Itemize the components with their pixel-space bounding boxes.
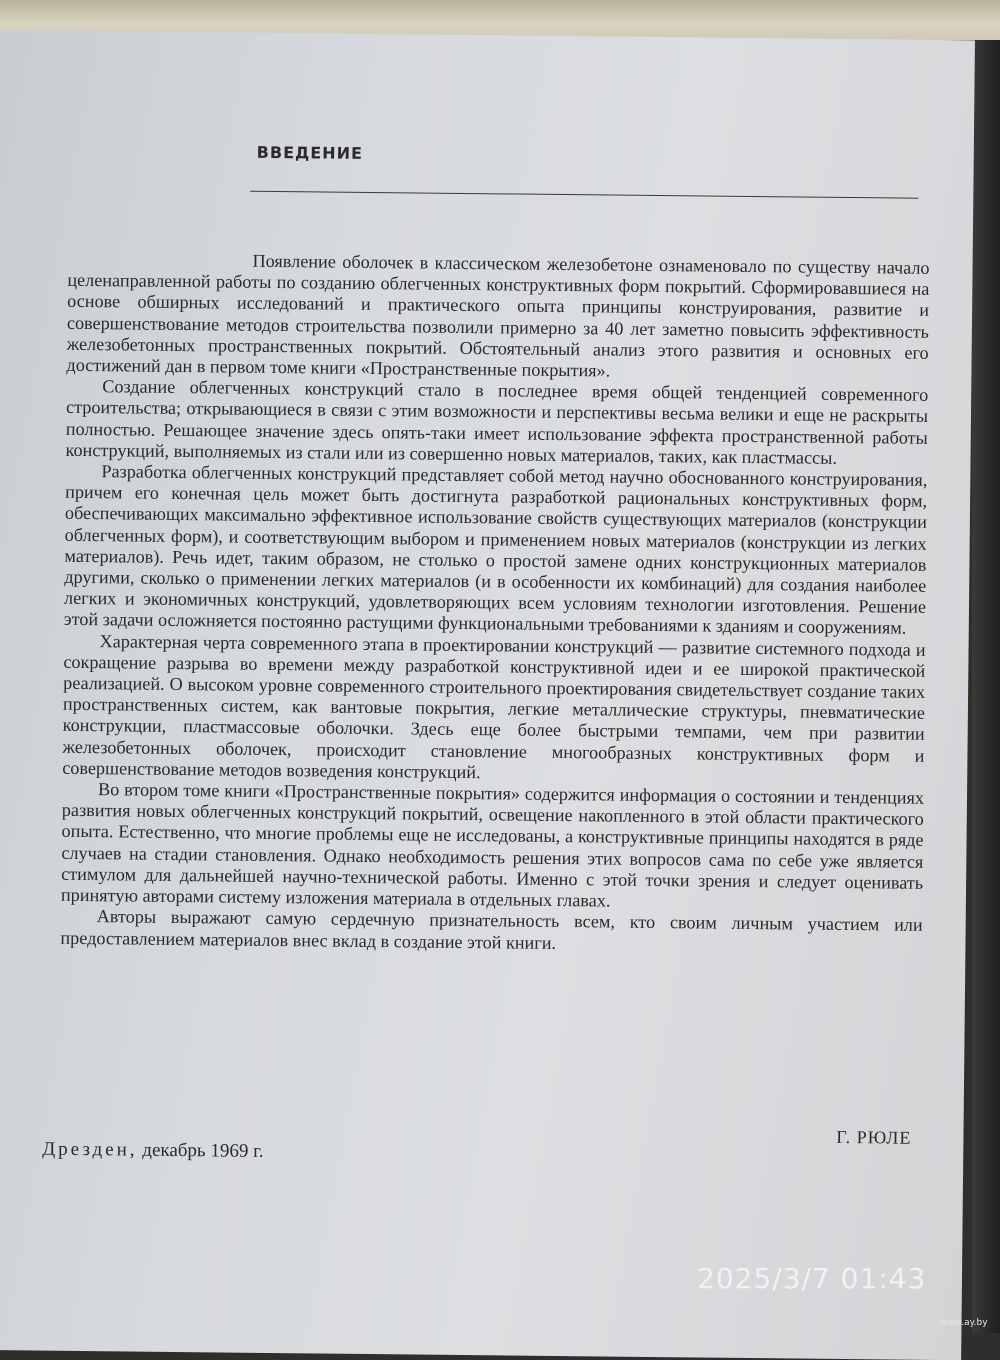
paragraph-1: Появление оболочек в классическом железобетоне ознаменовало по существу начало целенаправленной работы по созданию облегченных конструктивных форм покрытий. Сформировавшиеся на основе обширных исследований и практического опыта принципы конструирования, развитие и совершенствование методов строительства позволили примерно за 40 лет заметно повысить эффективность железобетонных пространственных покрытий. Обстоятельный анализ этого развития и основных его достижений дан в первом томе книги «Пространственные покрытия». [66,250,930,381]
paragraph-5: Во втором томе книги «Пространственные покрытия» содержится информация о состоянии и тенденциях развития новых облегченных конструкций покрытий, освещение накопленного в этой области практического опыта. Естественно, что многие проблемы еще не исследованы, а конструктивные принципы находятся в ряде случаев на стадии становления. Однако необходимость решения этих вопросов сама по себе уже является стимулом для дальнейшей научно-технической работы. Именно с этой точки зрения и следует оценивать принятую авторами систему изложения материала в отдельных главах. [60,779,925,911]
body-text [60,249,929,958]
date-place: Дрезден, [42,1138,138,1161]
date-line [42,1139,263,1163]
book-page [0,30,975,1360]
date-rest: декабрь 1969 г. [142,1139,264,1162]
paragraph-3: Разработка облегченных конструкций представляет собой метод научно обоснованного конструирования, причем его конечная цель может быть достигнута разработкой рациональных конструктивных форм, обеспечивающих максимально эффективное использование свойств существующих материалов (конструкции облегченных форм), и соответствующим выбором и применением новых материалов (конструкции из легких материалов). Речь идет, таким образом, не столько о простой замене одних конструкционных материалов другими, сколько о применении легких материалов (и в особенности их комбинаций) для создания наиболее легких и экономичных конструкций, удовлетворяющих всем условиям технологии изготовления. Решение этой задачи осложняется постоянно растущими функциональными требованиями к зданиям и сооружениям. [63,461,928,639]
page-heading: ВВЕДЕНИЕ [256,142,364,163]
heading-rule [250,191,918,199]
paragraph-2: Создание облегченных конструкций стало в последнее время общей тенденцией современного строительства; открывающиеся в связи с этим возможности и перспективы весьма велики и еще не раскрыты полностью. Решающее значение здесь опять-таки имеет использование эффекта пространственной работы конструкций, выполняемых из стали или из совершенно новых материалов, таких, как пластмассы. [65,376,929,468]
site-watermark: www.ay.by [940,1318,988,1328]
background-right-edge [972,40,1000,1333]
photo-timestamp: 2025/3/7 01:43 [697,1262,927,1295]
paragraph-6: Авторы выражают самую сердечную признательность всем, кто своим личным участием или предоставлением материалов внес вклад в создание этой книги. [60,906,923,953]
paragraph-4: Характерная черта современного этапа в проектировании конструкций — развитие системного подхода и сокращение разрыва во времени между разработкой конструктивной идеи и ее широкой практической реализацией. О высоком уровне современного строительного проектирования свидетельствует создание таких пространственных систем, как вантовые покрытия, легкие металлические структуры, пневматические конструкции, пластмассовые оболочки. Здесь еще более быстрыми темпами, чем при развитии железобетонных оболочек, происходит становление многообразных конструктивных форм и совершенствование методов возведения конструкций. [62,630,926,783]
author-signature: Г. РЮЛЕ [836,1126,912,1148]
